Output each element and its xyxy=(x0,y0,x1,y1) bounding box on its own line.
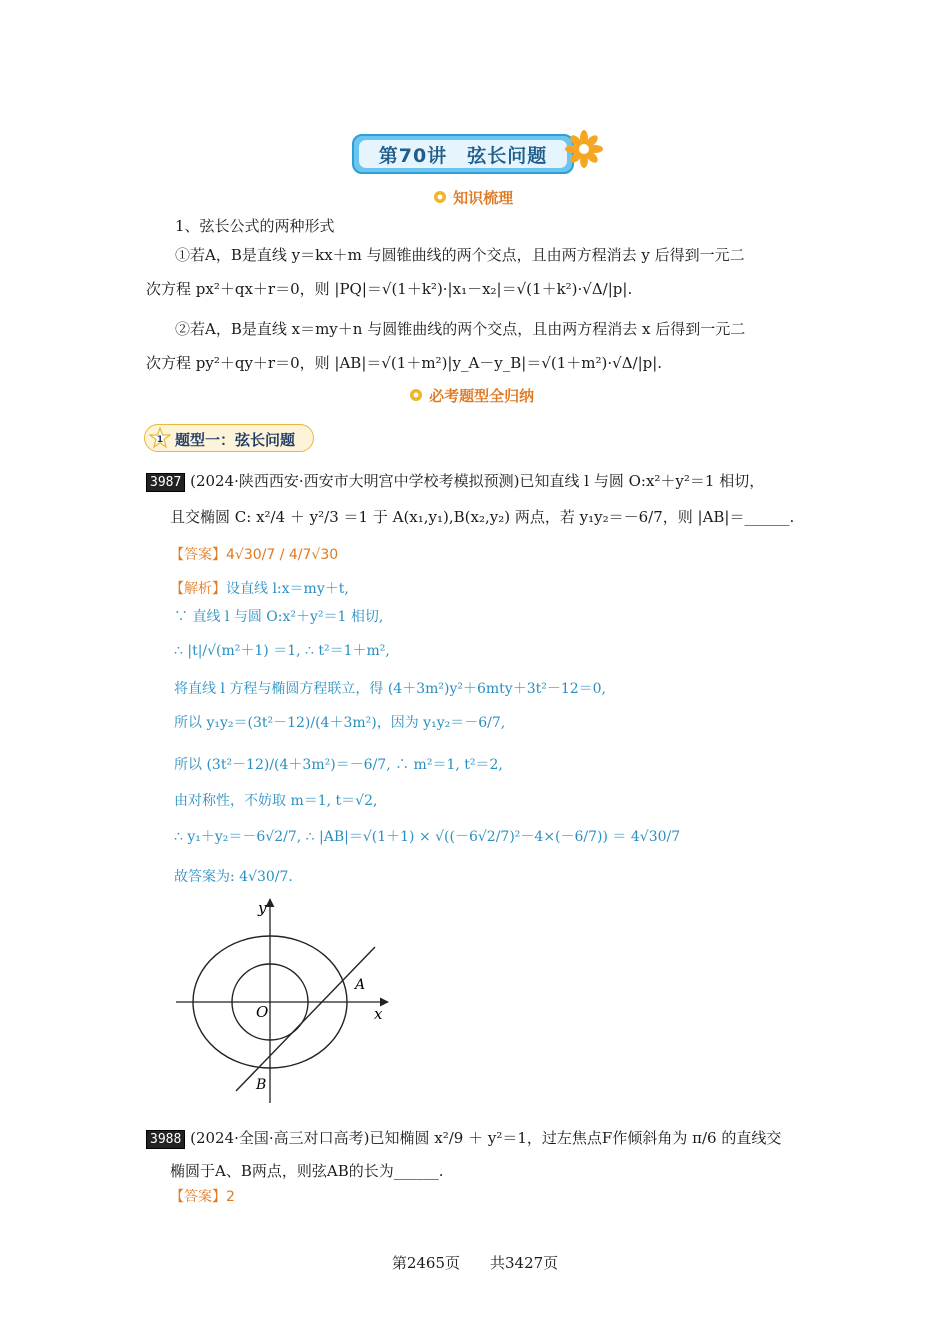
point-a-label: A xyxy=(355,977,366,993)
solution-step: ∵ 直线 l 与圆 O:x²＋y²＝1 相切, xyxy=(174,609,384,625)
knowledge-p2-line2: 次方程 py²＋qy＋r＝0，则 |AB|＝√(1＋m²)|y_A－y_B|＝√(1＋m²)·√Δ/|p|. xyxy=(146,354,663,372)
question-3988-line2: 椭圆于A、B两点，则弦AB的长为______. xyxy=(170,1162,444,1180)
answer-label: 【答案】 xyxy=(170,1189,226,1205)
page-title: 第70讲 弦长问题 xyxy=(359,140,567,168)
section-title: 知识梳理 xyxy=(453,189,514,207)
y-label: y xyxy=(258,899,267,917)
ellipse-circle-figure xyxy=(170,895,400,1105)
solution-step: 设直线 l:x＝my＋t, xyxy=(226,581,349,597)
answer-value: 4√30/7 / 4/7√30 xyxy=(226,547,339,563)
question-3988-line1 xyxy=(146,1127,781,1151)
gear-flower-icon xyxy=(408,387,424,403)
section-types xyxy=(408,385,534,406)
type-number: 1 xyxy=(156,435,164,445)
flower-icon xyxy=(565,130,603,168)
knowledge-p1-line2: 次方程 px²＋qx＋r＝0，则 |PQ|＝√(1＋k²)·|x₁－x₂|＝√(1＋k²)·√Δ/|p|. xyxy=(146,280,633,298)
solution-step: ∴ y₁＋y₂＝－6√2/7, ∴ |AB|＝√(1＋1) × √((－6√2/7)²－4×(－6/7)) ＝ 4√30/7 xyxy=(174,829,681,845)
section-knowledge xyxy=(432,187,513,208)
question-text: (2024·全国·高三对口高考)已知椭圆 x²/9 ＋ y²＝1，过左焦点F作倾斜角为 π/6 的直线交 xyxy=(190,1129,782,1147)
solution-step: 故答案为: 4√30/7. xyxy=(174,869,293,885)
knowledge-heading: 1、弦长公式的两种形式 xyxy=(175,217,335,235)
x-label: x xyxy=(374,1005,383,1023)
answer-label: 【答案】 xyxy=(170,547,226,563)
question-3987-line1 xyxy=(146,470,764,494)
answer-3988 xyxy=(170,1186,235,1206)
question-text: (2024·陕西西安·西安市大明宫中学校考模拟预测)已知直线 l 与圆 O:x²＋y²＝1 相切， xyxy=(190,472,765,490)
page-footer: 第2465页 共3427页 xyxy=(391,1254,559,1272)
type-heading xyxy=(144,424,314,452)
knowledge-p1-line1: ①若A，B是直线 y＝kx＋m 与圆锥曲线的两个交点，且由两方程消去 y 后得到一元二 xyxy=(175,246,745,264)
solution-step: ∴ |t|/√(m²＋1) ＝1, ∴ t²＝1＋m², xyxy=(174,643,390,659)
star-number-icon xyxy=(149,427,171,449)
point-b-label: B xyxy=(256,1077,267,1093)
section-title: 必考题型全归纳 xyxy=(429,387,535,405)
gear-flower-icon xyxy=(432,189,448,205)
answer-value: 2 xyxy=(226,1189,235,1205)
solution-step: 将直线 l 方程与椭圆方程联立，得 (4＋3m²)y²＋6mty＋3t²－12＝0, xyxy=(174,681,607,697)
analysis-3987 xyxy=(170,578,349,598)
question-3987-line2: 且交椭圆 C: x²/4 ＋ y²/3 ＝1 于 A(x₁,y₁),B(x₂,y₂) 两点，若 y₁y₂＝－6/7，则 |AB|＝______. xyxy=(170,508,795,526)
knowledge-p2-line1: ②若A，B是直线 x＝my＋n 与圆锥曲线的两个交点，且由两方程消去 x 后得到一元二 xyxy=(175,320,746,338)
solution-step: 所以 y₁y₂＝(3t²－12)/(4＋3m²)，因为 y₁y₂＝－6/7, xyxy=(174,715,506,731)
question-number: 3987 xyxy=(146,473,185,492)
solution-step: 由对称性，不妨取 m＝1, t＝√2, xyxy=(174,793,378,809)
type-label: 题型一：弦长问题 xyxy=(175,431,296,449)
answer-3987 xyxy=(170,544,338,564)
question-number: 3988 xyxy=(146,1130,185,1149)
title-banner xyxy=(352,134,574,174)
origin-label: O xyxy=(256,1003,269,1021)
solution-step: 所以 (3t²－12)/(4＋3m²)＝－6/7, ∴ m²＝1, t²＝2, xyxy=(174,757,503,773)
analysis-label: 【解析】 xyxy=(170,581,226,597)
